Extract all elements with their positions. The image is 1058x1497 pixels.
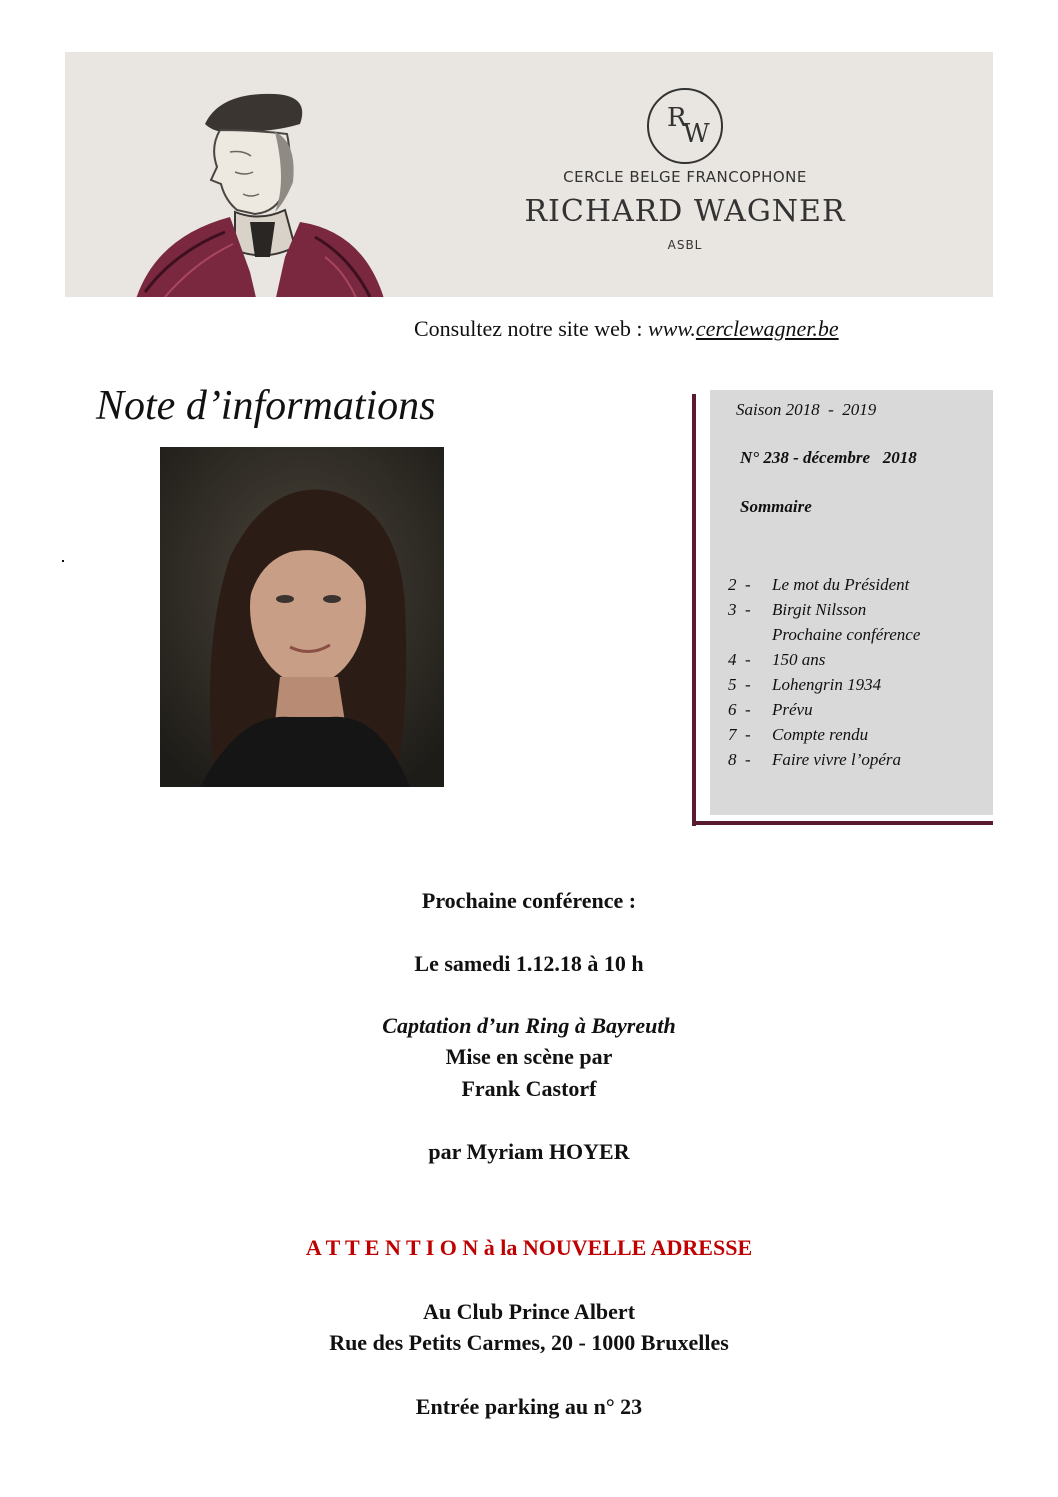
rw-monogram-icon bbox=[645, 86, 725, 166]
website-link[interactable] bbox=[648, 316, 839, 341]
toc-item bbox=[728, 722, 920, 747]
toc-page: 5 - bbox=[728, 675, 751, 694]
conference-heading: Prochaine conférence : bbox=[421, 888, 637, 913]
header-banner bbox=[65, 52, 993, 297]
conference-date: Le samedi 1.12.18 à 10 h bbox=[414, 951, 644, 976]
toc-item bbox=[728, 672, 920, 697]
venue-name: Au Club Prince Albert bbox=[422, 1299, 636, 1324]
conference-staging-line1: Mise en scène par bbox=[445, 1044, 613, 1069]
org-name-line2: RICHARD WAGNER bbox=[524, 194, 846, 229]
toc-item bbox=[728, 697, 920, 722]
toc-title: Prévu bbox=[772, 700, 813, 719]
toc-item bbox=[728, 622, 920, 647]
toc-page: 4 - bbox=[728, 650, 751, 669]
toc-page: 2 - bbox=[728, 575, 751, 594]
new-address-notice: A T T E N T I O N à la NOUVELLE ADRESSE bbox=[305, 1235, 753, 1260]
issue-label: N° 238 - décembre 2018 bbox=[740, 448, 917, 467]
toc-title: 150 ans bbox=[772, 650, 826, 669]
conference-topic: Captation d’un Ring à Bayreuth bbox=[382, 1013, 676, 1038]
toc-item bbox=[728, 747, 920, 772]
conference-speaker: par Myriam HOYER bbox=[428, 1139, 630, 1164]
summary-heading: Sommaire bbox=[740, 497, 812, 516]
toc-title: Le mot du Président bbox=[772, 575, 910, 594]
toc-title: Birgit Nilsson bbox=[772, 600, 867, 619]
svg-text:R: R bbox=[667, 103, 687, 133]
website-line bbox=[414, 316, 839, 342]
stray-dot bbox=[62, 560, 64, 562]
parking-info: Entrée parking au n° 23 bbox=[415, 1394, 643, 1419]
toc-page: 6 - bbox=[728, 700, 751, 719]
website-url-prefix: www. bbox=[648, 316, 696, 341]
speaker-photo-icon bbox=[160, 447, 444, 787]
wagner-portrait-icon bbox=[125, 72, 435, 297]
toc-title: Faire vivre l’opéra bbox=[772, 750, 902, 769]
toc-page bbox=[728, 622, 772, 647]
summary-frame-left bbox=[692, 394, 696, 826]
summary-frame-bottom bbox=[696, 821, 993, 825]
toc-item bbox=[728, 647, 920, 672]
org-name-line3: ASBL bbox=[667, 238, 703, 252]
toc-item bbox=[728, 572, 920, 597]
toc-title: Prochaine conférence bbox=[772, 625, 921, 644]
summary-box bbox=[710, 390, 993, 815]
page-title: Note d’informations bbox=[96, 383, 436, 429]
toc-page: 7 - bbox=[728, 725, 751, 744]
venue-address: Rue des Petits Carmes, 20 - 1000 Bruxelles bbox=[329, 1330, 729, 1355]
svg-text:W: W bbox=[683, 119, 710, 149]
table-of-contents bbox=[728, 572, 920, 772]
website-prefix: Consultez notre site web : bbox=[414, 316, 643, 341]
website-url-domain: cerclewagner.be bbox=[695, 316, 839, 341]
toc-title: Lohengrin 1934 bbox=[772, 675, 882, 694]
toc-page: 3 - bbox=[728, 600, 751, 619]
toc-item bbox=[728, 597, 920, 622]
toc-title: Compte rendu bbox=[772, 725, 869, 744]
season-label: Saison 2018 - 2019 bbox=[736, 400, 877, 419]
org-name-line1: CERCLE BELGE FRANCOPHONE bbox=[563, 168, 807, 186]
conference-staging-line2: Frank Castorf bbox=[461, 1076, 597, 1101]
toc-page: 8 - bbox=[728, 750, 751, 769]
